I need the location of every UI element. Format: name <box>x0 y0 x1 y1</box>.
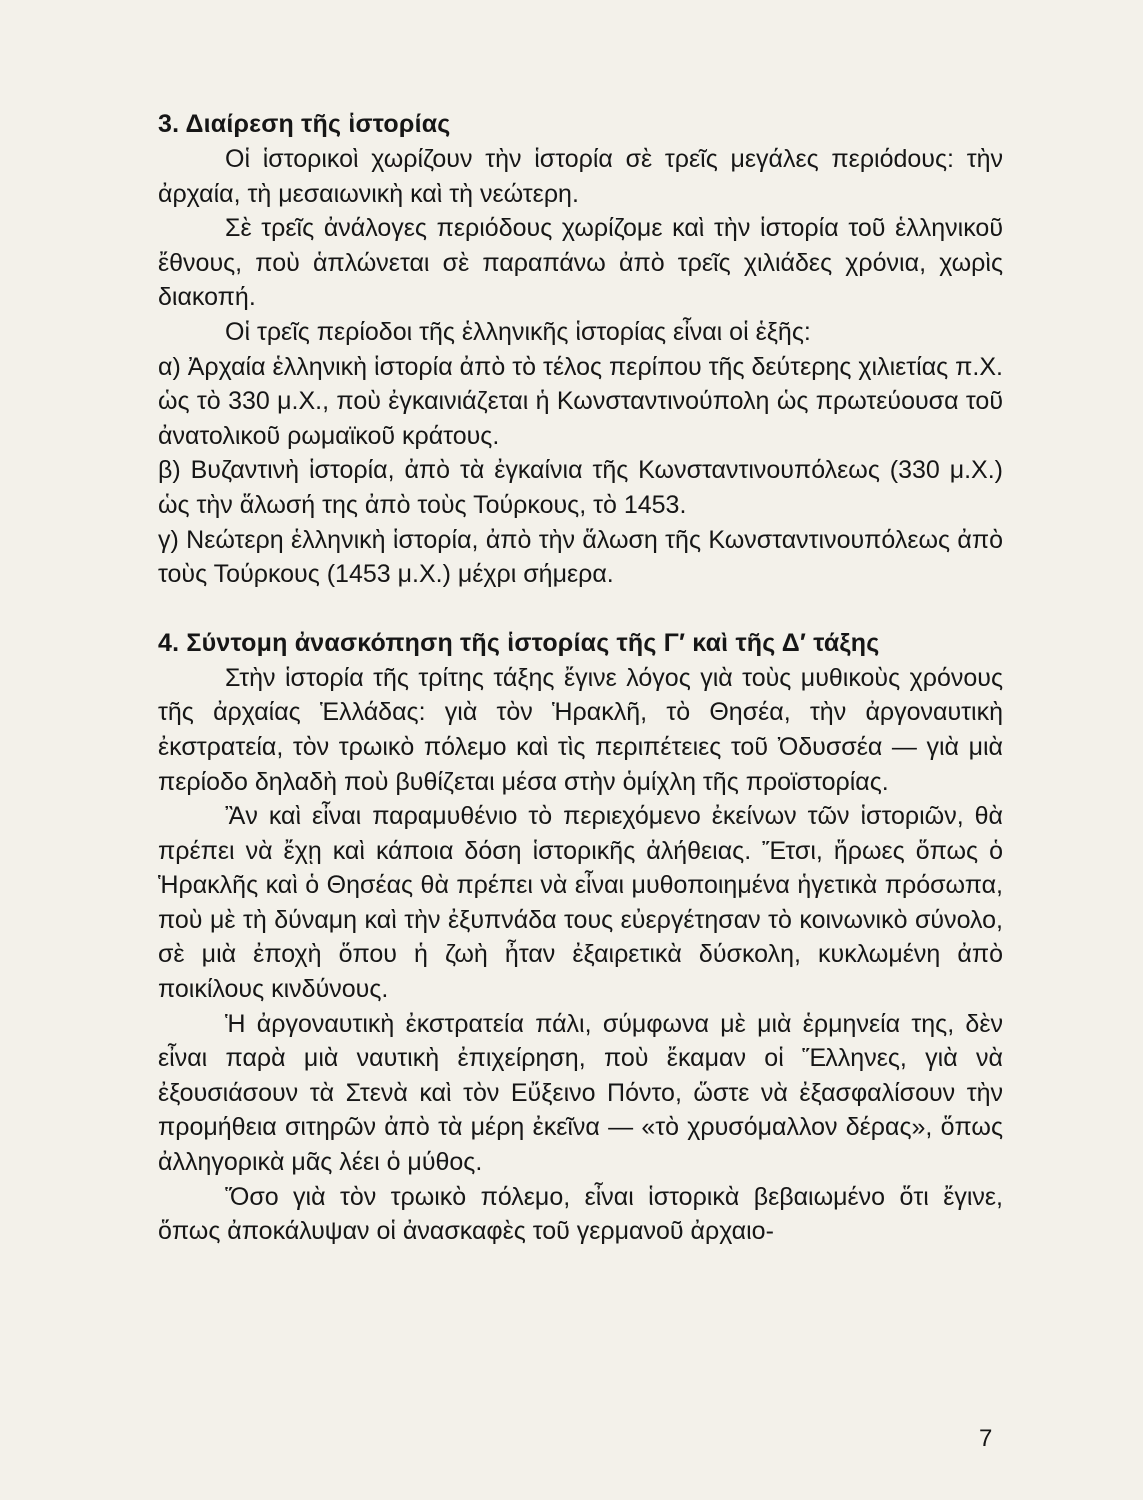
section-4-paragraph: Στὴν ἱστορία τῆς τρίτης τάξης ἔγινε λόγος γιὰ τοὺς μυθικοὺς χρόνους τῆς ἀρχαίας Ἑλλάδας: γιὰ τὸν Ἡρακλῆ, τὸ Θησέα, τὴν ἀργοναυτικὴ ἐκστρατεία, τὸν τρωικὸ πόλεμο καὶ τὶς περιπέτειες τοῦ Ὀδυσσέα — γιὰ μιὰ περίοδο δηλαδὴ ποὺ βυθίζεται μέσα στὴν ὁμίχλη τῆς προϊστορίας. <box>158 663 1003 796</box>
section-3-heading: 3. Διαίρεση τῆς ἱστορίας <box>158 110 451 138</box>
period-list-item: γ) Νεώτερη ἑλληνικὴ ἱστορία, ἀπὸ τὴν ἅλωση τῆς Κωνσταντινουπόλεως ἀπὸ τοὺς Τούρκους (1453 μ.Χ.) μέχρι σήμερα. <box>158 525 1003 589</box>
section-3-paragraph: Οἱ ἱστορικοὶ χωρίζουν τὴν ἱστορία σὲ τρεῖς μεγάλες περιόdους: τὴν ἀρχαία, τὴ μεσαιωνικὴ καὶ τὴ νεώτερη. <box>158 145 1003 208</box>
period-list-item: α) Ἀρχαία ἑλληνικὴ ἱστορία ἀπὸ τὸ τέλος περίπου τῆς δεύτερης χιλιετίας π.Χ. ὡς τὸ 330 μ.Χ., ποὺ ἐγκαινιάζεται ἡ Κωνσταντινούπολη ὡς πρωτεύουσα τοῦ ἀνατολικοῦ ρωμαϊκοῦ κράτους. <box>158 352 1003 450</box>
section-4-paragraph: Ἡ ἀργοναυτικὴ ἐκστρατεία πάλι, σύμφωνα μὲ μιὰ ἑρμηνεία της, δὲν εἶναι παρὰ μιὰ ναυτικὴ ἐπιχείρηση, ποὺ ἔκαμαν οἱ Ἕλληνες, γιὰ νὰ ἐξουσιάσουν τὰ Στενὰ καὶ τὸν Εὔξεινο Πόντο, ὥστε νὰ ἐξασφαλίσουν τὴν προμήθεια σιτηρῶν ἀπὸ τὰ μέρη ἐκεῖνα — «τὸ χρυσόμαλλον δέρας», ὅπως ἀλληγορικὰ μᾶς λέει ὁ μύθος. <box>158 1009 1003 1177</box>
section-4-paragraph: Ὅσο γιὰ τὸν τρωικὸ πόλεμο, εἶναι ἱστορικὰ βεβαιωμένο ὅτι ἔγινε, ὅπως ἀποκάλυψαν οἱ ἀνασκαφὲς τοῦ γερμανοῦ ἀρχαιο- <box>158 1182 1003 1246</box>
page-number: 7 <box>979 1425 993 1452</box>
page-content <box>158 106 1003 1249</box>
section-3-paragraph: Σὲ τρεῖς ἀνάλογες περιόδους χωρίζομε καὶ τὴν ἱστορία τοῦ ἑλληνικοῦ ἔθνους, ποὺ ἁπλώνεται σὲ παραπάνω ἀπὸ τρεῖς χιλιάδες χρόνια, χωρὶς διακοπή. <box>158 214 1003 312</box>
section-4-paragraph: Ἂν καὶ εἶναι παραμυθένιο τὸ περιεχόμενο ἐκείνων τῶν ἱστοριῶν, θὰ πρέπει νὰ ἔχῃ καὶ κάποια δόση ἱστορικῆς ἀλήθειας. Ἔτσι, ἥρωες ὅπως ὁ Ἡρακλῆς καὶ ὁ Θησέας θὰ πρέπει νὰ εἶναι μυθοποιημένα ἡγετικὰ πρόσωπα, ποὺ μὲ τὴ δύναμη καὶ τὴν ἐξυπνάδα τους εὐεργέτησαν τὸ κοινωνικὸ σύνολο, σὲ μιὰ ἐποχὴ ὅπου ἡ ζωὴ ἦταν ἐξαιρετικὰ δύσκολη, κυκλωμένη ἀπὸ ποικίλους κινδύνους. <box>158 802 1003 1004</box>
section-3-paragraph: Οἱ τρεῖς περίοδοι τῆς ἑλληνικῆς ἱστορίας εἶναι οἱ ἑξῆς: <box>225 317 811 346</box>
period-list-item: β) Βυζαντινὴ ἱστορία, ἀπὸ τὰ ἐγκαίνια τῆς Κωνσταντινουπόλεως (330 μ.Χ.) ὡς τὴν ἅλωσή της ἀπὸ τοὺς Τούρκους, τὸ 1453. <box>158 456 1003 519</box>
section-4-heading: 4. Σύντομη ἀνασκόπηση τῆς ἱστορίας τῆς Γ′ καὶ τῆς Δ′ τάξης <box>158 628 880 657</box>
